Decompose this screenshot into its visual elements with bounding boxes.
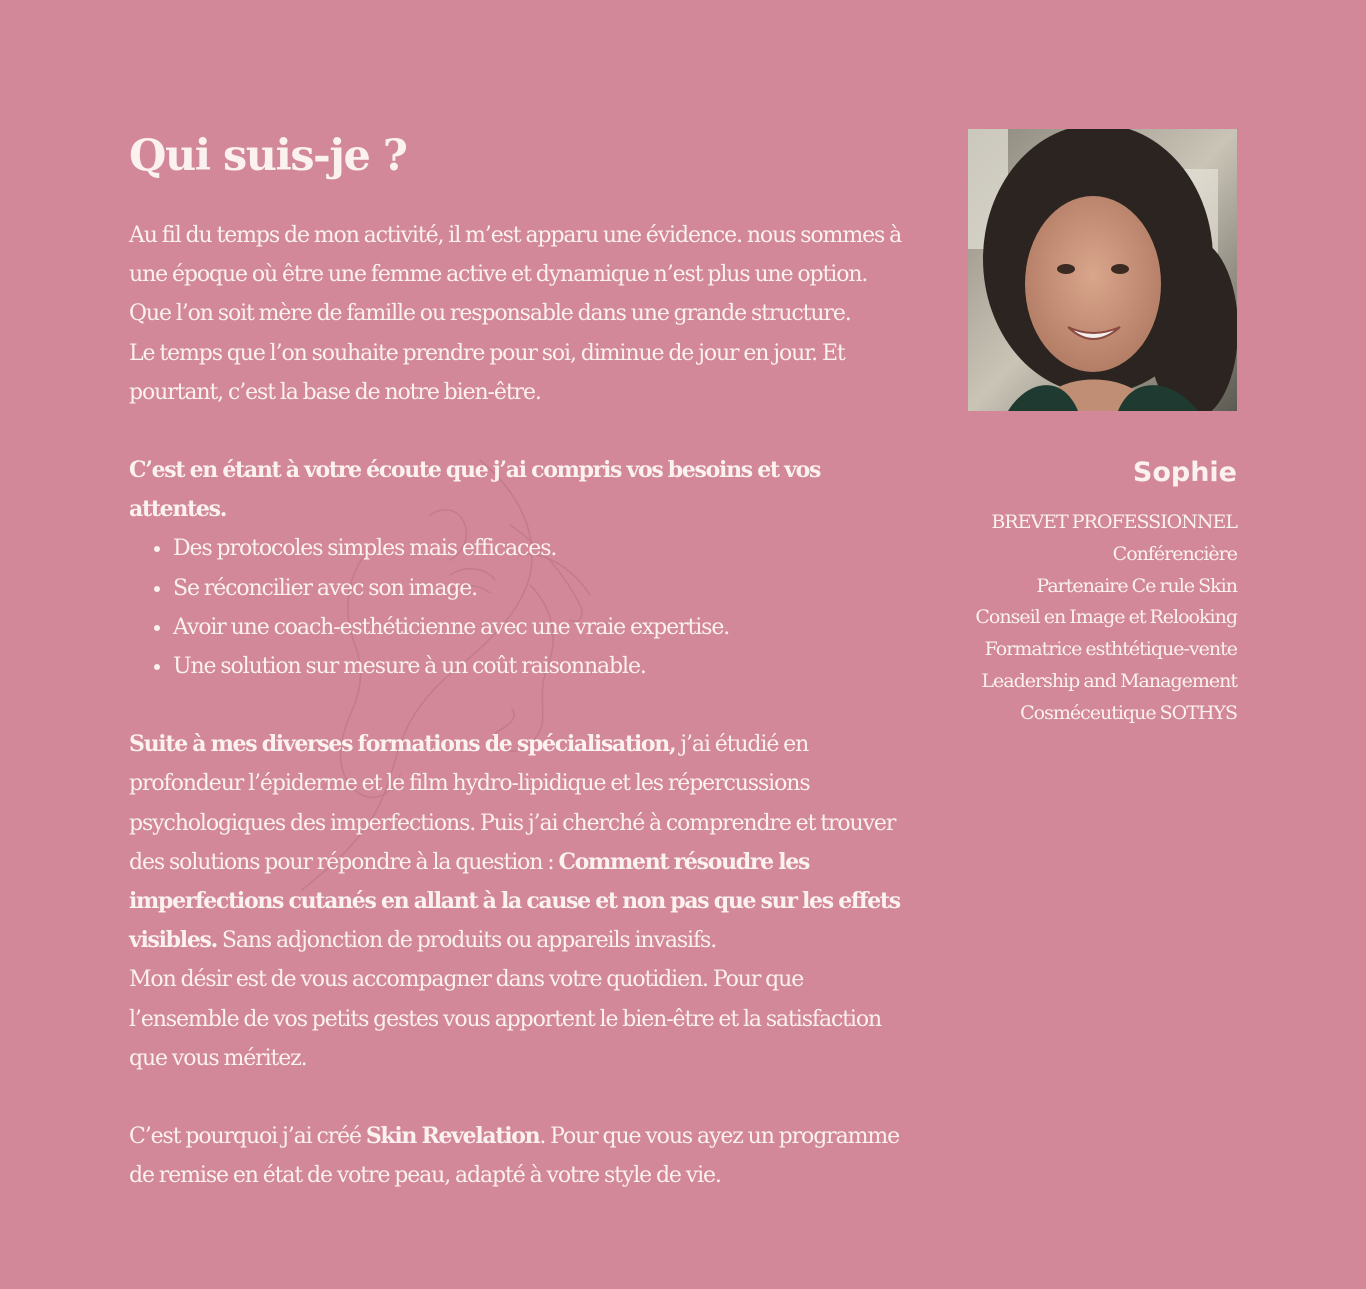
training-text: j’ai étudié en profondeur l’épiderme et le film hydro-lipidique et les répercussions psychologiques des imperfections. Puis j’ai cherché à comprendre et trouver des solutions pour répondre à la question : xyxy=(129,732,896,875)
intro-paragraph-2: Le temps que l’on souhaite prendre pour soi, diminue de jour en jour. Et pourtant, c’est la base de notre bien-être. xyxy=(129,340,845,405)
profile-name: Sophie xyxy=(1132,457,1237,488)
credential-item: Leadership and Management xyxy=(981,669,1237,692)
spacer xyxy=(129,412,909,451)
page-title: Qui suis-je ? xyxy=(129,131,407,181)
listening-heading xyxy=(129,451,909,529)
credential-item: Partenaire Ce rule Skin xyxy=(1036,574,1237,597)
training-question: Comment résoudre les imperfections cutanés en allant à la cause et non pas que sur les effets visibles. xyxy=(129,848,900,954)
intro-paragraph: Au fil du temps de mon activité, il m’est apparu une évidence. nous sommes à une époque où être une femme active et dynamique n’est plus une option. Que l’on soit mère de famille ou responsable dans une grande structure. xyxy=(129,223,902,327)
listening-heading-text: C’est en étant à votre écoute que j’ai compris vos besoins et vos attentes. xyxy=(129,457,821,523)
credential-item: Cosméceutique SOTHYS xyxy=(1020,701,1237,724)
benefit-item: • Une solution sur mesure à un coût raisonnable. xyxy=(173,647,909,686)
portrait-image xyxy=(968,129,1237,411)
about-text-column xyxy=(129,128,909,1195)
closing-text-2: . Pour que vous ayez un programme de remise en état de votre peau, adapté à votre style de vie. xyxy=(129,1124,900,1189)
credential-item: Conseil en Image et Relooking xyxy=(975,606,1237,629)
credential-item: BREVET PROFESSIONNEL xyxy=(991,511,1237,533)
credentials-list xyxy=(947,507,1237,730)
closing-paragraph xyxy=(129,1117,909,1195)
training-paragraph xyxy=(129,725,909,960)
profile-photo xyxy=(968,129,1237,411)
credential-item: Conférencière xyxy=(1112,542,1237,565)
training-text-2: Sans adjonction de produits ou appareils invasifs. xyxy=(216,928,717,954)
desire-paragraph: Mon désir est de vous accompagner dans votre quotidien. Pour que l’ensemble de vos petits gestes vous apportent le bien-être et la satisfaction que vous méritez. xyxy=(129,967,882,1071)
closing-text: C’est pourquoi j’ai créé xyxy=(129,1124,366,1150)
spacer xyxy=(129,686,909,725)
benefit-item: • Des protocoles simples mais efficaces. xyxy=(173,529,909,568)
credential-item: Formatrice esthtétique-vente xyxy=(984,638,1237,661)
spacer xyxy=(129,1078,909,1117)
benefits-list xyxy=(129,529,909,686)
brand-name: Skin Revelation xyxy=(365,1123,540,1150)
training-lead: Suite à mes diverses formations de spécialisation, xyxy=(129,731,676,758)
benefit-item: • Se réconcilier avec son image. xyxy=(173,569,909,608)
benefit-item: • Avoir une coach-esthéticienne avec une vraie expertise. xyxy=(173,608,909,647)
